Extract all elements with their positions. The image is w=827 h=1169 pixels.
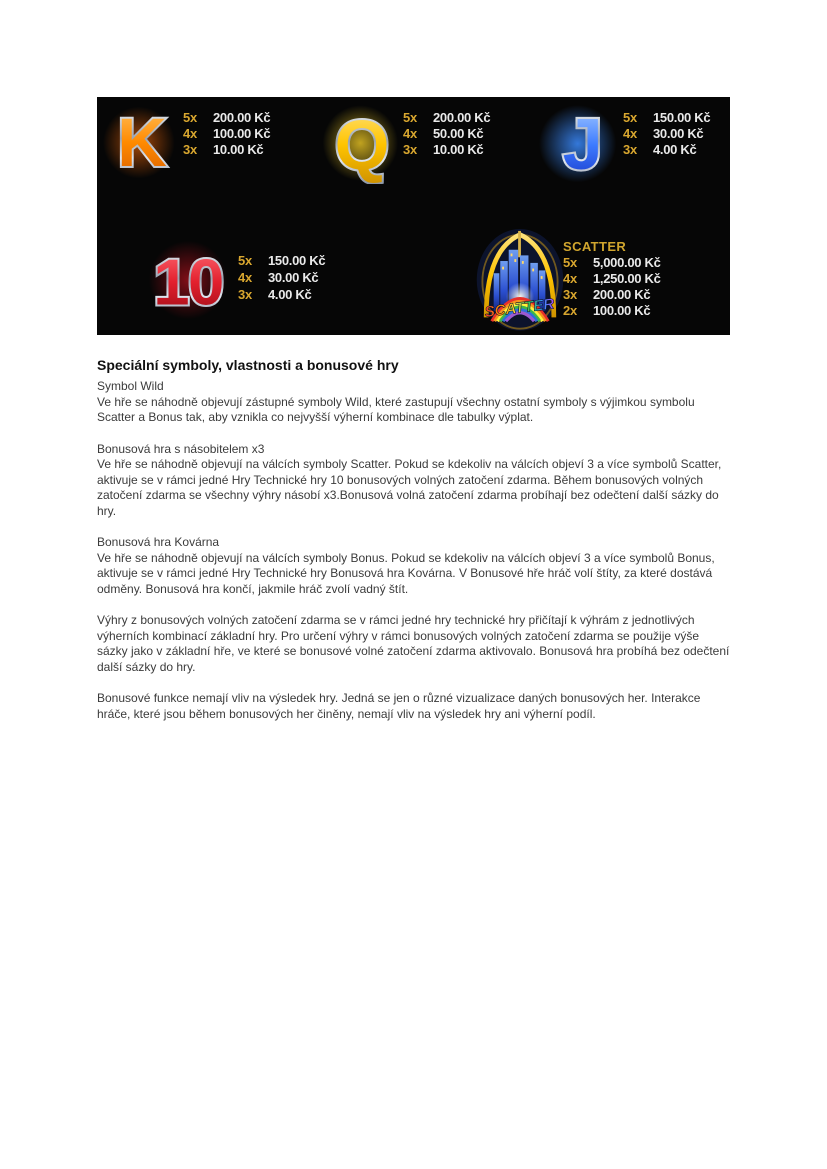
multiplier: 4x — [238, 270, 253, 285]
payout-amount: 5,000.00 Kč — [593, 255, 661, 270]
paytable-row — [563, 255, 661, 271]
paytable-10 — [238, 252, 325, 303]
section-body: Výhry z bonusových volných zatočení zdarma se v rámci jedné hry technické hry přičítají k výhrám z jednotlivých výherních kombinací základní hry. Pro určení výhry v rámci bonusových volných zatočení zdarma se použije výše sázky jako v základní hře, ve které se bonusové volné zatočení zdarma aktivovalo. Bonusová hra probíhá bez odečtení další sázky do hry. — [97, 613, 730, 674]
multiplier: 3x — [403, 142, 418, 157]
multiplier: 3x — [623, 142, 638, 157]
paytable-row — [238, 252, 325, 269]
section-body: Bonusové funkce nemají vliv na výsledek hry. Jedná se jen o různé vizualizace daných bonusových her. Interakce hráče, které jsou během bonusových her činěny, nemají vliv na výsledek hry ani výherní podíl. — [97, 691, 701, 721]
section-title: Symbol Wild — [97, 379, 164, 393]
page-title: Speciální symboly, vlastnosti a bonusové hry — [97, 357, 399, 373]
paytable-row — [403, 142, 490, 158]
section-symbol-wild — [97, 379, 730, 426]
paytable-k — [183, 110, 270, 158]
section-bonus-functions — [97, 691, 730, 722]
paytable-row — [183, 110, 270, 126]
paytable-banner — [97, 97, 730, 335]
paytable-q — [403, 110, 490, 158]
section-title: Bonusová hra s násobitelem x3 — [97, 441, 265, 456]
multiplier: 5x — [183, 110, 198, 125]
payout-amount: 4.00 Kč — [268, 287, 312, 302]
scatter-symbol-icon — [473, 221, 567, 333]
paytable-row — [403, 126, 490, 142]
section-bonus-kovarna — [97, 535, 730, 597]
symbol-q-glyph: Q — [334, 105, 390, 184]
section-body: Ve hře se náhodně objevují na válcích symboly Scatter. Pokud se kdekoliv na válcích objeví 3 a více symbolů Scatter, aktivuje se v rámci jedné Hry Technické hry 10 bonusových volných zatočení zdarma. Během bonusových volných zatočení zdarma se všechny výhry násobí x3.Bonusová volná zatočení zdarma probíhají bez odečtení další sázky do hry. — [97, 457, 722, 518]
paytable-row — [563, 303, 661, 319]
paytable-row — [183, 142, 270, 158]
scatter-icon-text: SCATTER — [483, 295, 556, 321]
payout-amount: 1,250.00 Kč — [593, 271, 661, 286]
paytable-row — [183, 126, 270, 142]
payout-amount: 10.00 Kč — [433, 142, 484, 157]
section-free-spin-wins — [97, 613, 730, 675]
multiplier: 5x — [403, 110, 418, 125]
paytable-row — [623, 142, 710, 158]
multiplier: 4x — [403, 126, 418, 141]
symbol-j-glyph: J — [562, 104, 603, 185]
payout-amount: 200.00 Kč — [433, 110, 491, 125]
symbol-k-icon — [103, 101, 181, 181]
payout-amount: 4.00 Kč — [653, 142, 697, 157]
symbol-10-glyph: 10 — [153, 245, 223, 319]
paytable-row — [623, 110, 710, 126]
multiplier: 2x — [563, 303, 578, 318]
payout-amount: 10.00 Kč — [213, 142, 264, 157]
multiplier: 5x — [238, 253, 253, 268]
section-bonus-multiplier — [97, 442, 730, 520]
section-body: Ve hře se náhodně objevují zástupné symboly Wild, které zastupují všechny ostatní symboly s výjimkou symbolu Scatter a Bonus tak, aby vznikla co nejvyšší výherní kombinace dle tabulky výplat. — [97, 394, 695, 424]
symbol-10-icon — [139, 239, 237, 321]
scatter-label: SCATTER — [563, 239, 627, 254]
section-title: Bonusová hra Kovárna — [97, 535, 220, 549]
section-body: Ve hře se náhodně objevují na válcích symboly Bonus. Pokud se kdekoliv na válcích objeví 3 a více symbolů Bonus, aktivuje se v rámci jedné Hry Technické hry Bonusová hra Kovárna. V Bonusové hře hráč volí štíty, za které dostává odměny. Bonusová hra končí, jakmile hráč zvolí vadný štít. — [97, 550, 715, 596]
multiplier: 5x — [623, 110, 638, 125]
payout-amount: 200.00 Kč — [593, 287, 651, 302]
paytable-row — [623, 126, 710, 142]
paytable-row — [563, 287, 661, 303]
multiplier: 3x — [238, 287, 253, 302]
paytable-row — [238, 286, 325, 303]
payout-amount: 100.00 Kč — [593, 303, 651, 318]
paytable-row — [238, 269, 325, 286]
multiplier: 4x — [623, 126, 638, 141]
symbol-q-icon — [321, 102, 403, 184]
paytable-row — [563, 271, 661, 287]
payout-amount: 30.00 Kč — [268, 270, 319, 285]
symbol-j-icon — [539, 97, 623, 187]
multiplier: 4x — [183, 126, 198, 141]
payout-amount: 150.00 Kč — [268, 253, 326, 268]
rules-text — [97, 357, 730, 738]
payout-amount: 30.00 Kč — [653, 126, 704, 141]
multiplier: 3x — [563, 287, 578, 302]
multiplier: 5x — [563, 255, 578, 270]
paytable-j — [623, 110, 710, 158]
payout-amount: 200.00 Kč — [213, 110, 271, 125]
payout-amount: 100.00 Kč — [213, 126, 271, 141]
payout-amount: 150.00 Kč — [653, 110, 711, 125]
multiplier: 3x — [183, 142, 198, 157]
multiplier: 4x — [563, 271, 578, 286]
symbol-k-glyph: K — [117, 103, 167, 181]
paytable-scatter — [563, 238, 661, 319]
payout-amount: 50.00 Kč — [433, 126, 484, 141]
paytable-row — [403, 110, 490, 126]
